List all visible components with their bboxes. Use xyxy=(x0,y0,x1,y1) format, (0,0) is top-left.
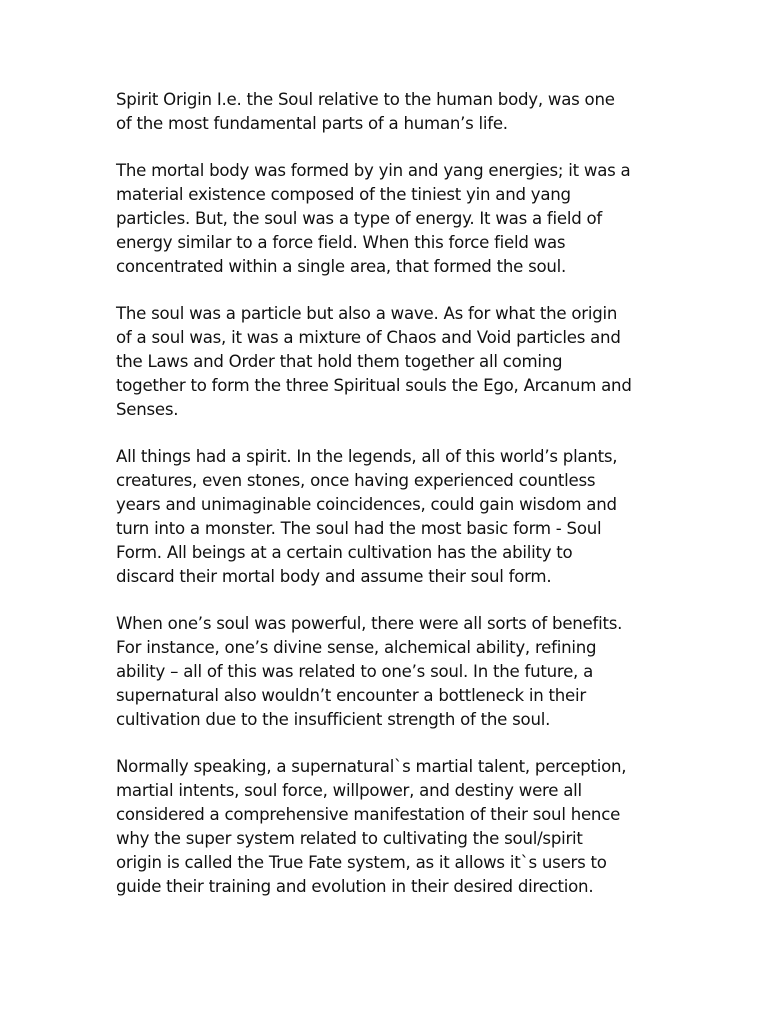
text-line: material existence composed of the tiniest yin and yang xyxy=(116,185,571,204)
text-line: particles. But, the soul was a type of energy. It was a field of xyxy=(116,209,603,228)
document-body xyxy=(116,88,656,922)
text-line: the Laws and Order that hold them together all coming xyxy=(116,352,563,371)
text-line: ability – all of this was related to one’s soul. In the future, a xyxy=(116,662,594,681)
text-line: concentrated within a single area, that formed the soul. xyxy=(116,257,567,276)
text-line: why the super system related to cultivating the soul/spirit xyxy=(116,829,583,848)
text-line: supernatural also wouldn’t encounter a bottleneck in their xyxy=(116,686,586,705)
text-line: turn into a monster. The soul had the most basic form - Soul xyxy=(116,519,602,538)
text-line: energy similar to a force field. When this force field was xyxy=(116,233,566,252)
text-line: Senses. xyxy=(116,400,179,419)
text-line: For instance, one’s divine sense, alchemical ability, refining xyxy=(116,638,597,657)
text-line: All things had a spirit. In the legends, all of this world’s plants, xyxy=(116,447,618,466)
text-line: considered a comprehensive manifestation of their soul hence xyxy=(116,805,621,824)
text-line: The soul was a particle but also a wave. As for what the origin xyxy=(116,304,618,323)
text-line: discard their mortal body and assume their soul form. xyxy=(116,567,552,586)
paragraph-all-things-spirit xyxy=(116,445,656,589)
text-line: When one’s soul was powerful, there were all sorts of benefits. xyxy=(116,614,623,633)
text-line: of the most fundamental parts of a human’s life. xyxy=(116,114,508,133)
text-line: The mortal body was formed by yin and yang energies; it was a xyxy=(116,161,631,180)
text-line: Form. All beings at a certain cultivation has the ability to xyxy=(116,543,573,562)
text-line: martial intents, soul force, willpower, and destiny were all xyxy=(116,781,582,800)
paragraph-soul-benefits xyxy=(116,612,656,732)
text-line: of a soul was, it was a mixture of Chaos and Void particles and xyxy=(116,328,621,347)
text-line: years and unimaginable coincidences, could gain wisdom and xyxy=(116,495,617,514)
paragraph-mortal-body xyxy=(116,159,656,279)
text-line: guide their training and evolution in their desired direction. xyxy=(116,877,594,896)
text-line: Normally speaking, a supernatural`s martial talent, perception, xyxy=(116,757,627,776)
text-line: origin is called the True Fate system, as it allows it`s users to xyxy=(116,853,607,872)
text-line: together to form the three Spiritual souls the Ego, Arcanum and xyxy=(116,376,632,395)
text-line: cultivation due to the insufficient strength of the soul. xyxy=(116,710,551,729)
paragraph-soul-wave xyxy=(116,302,656,422)
text-line: Spirit Origin I.e. the Soul relative to the human body, was one xyxy=(116,90,615,109)
text-line: creatures, even stones, once having experienced countless xyxy=(116,471,596,490)
paragraph-true-fate-system xyxy=(116,755,656,899)
paragraph-spirit-origin xyxy=(116,88,656,136)
